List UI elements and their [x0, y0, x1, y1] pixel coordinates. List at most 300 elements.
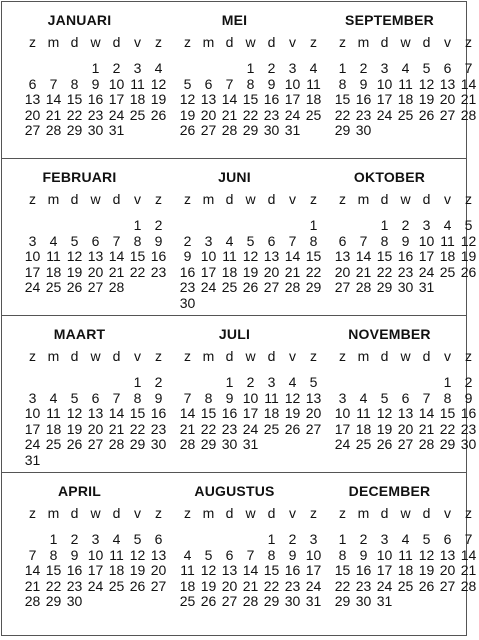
day-cell: 13: [263, 248, 280, 265]
day-cell: 21: [45, 106, 62, 123]
day-cell: 23: [263, 106, 280, 123]
day-cell: 8: [338, 546, 347, 563]
weekday-label: d: [380, 348, 389, 364]
day-cell: 30: [460, 436, 477, 453]
day-cell: 5: [70, 389, 79, 406]
day-cell: 19: [376, 420, 393, 437]
weekday-label: z: [184, 191, 191, 207]
day-cell: 21: [460, 91, 477, 108]
weekday-label: z: [184, 348, 191, 364]
day-cell: 21: [242, 577, 259, 594]
month-name: JANUARI: [47, 12, 112, 28]
day-cell: 31: [108, 122, 125, 139]
weekday-label: v: [134, 34, 141, 50]
day-cell: 1: [49, 531, 58, 547]
day-cell: 30: [263, 122, 280, 139]
day-cell: 5: [380, 389, 389, 406]
month-block: [2, 2, 167, 159]
day-cell: 19: [242, 263, 259, 280]
weekday-label: z: [184, 34, 191, 50]
day-cell: 17: [87, 562, 104, 579]
weekday-label: d: [267, 34, 276, 50]
weekday-label: w: [245, 191, 256, 207]
weekday-label: w: [90, 191, 101, 207]
day-cell: 8: [443, 389, 452, 406]
day-cell: 2: [359, 60, 368, 76]
day-cell: 31: [284, 122, 301, 139]
month-name: JULI: [218, 326, 251, 342]
day-cell: 9: [359, 75, 368, 92]
day-cell: 9: [154, 389, 163, 406]
day-cell: 12: [179, 91, 196, 108]
day-cell: 12: [66, 405, 83, 422]
day-cell: 15: [263, 562, 280, 579]
weekday-label: m: [47, 34, 60, 50]
day-cell: 22: [129, 420, 146, 437]
weekday-label: d: [225, 505, 234, 521]
day-cell: 15: [376, 248, 393, 265]
weekday-label: w: [400, 34, 411, 50]
day-cell: 18: [108, 562, 125, 579]
day-cell: 11: [440, 232, 455, 249]
day-cell: 19: [460, 248, 477, 265]
day-cell: 15: [334, 91, 351, 108]
day-cell: 2: [267, 60, 276, 76]
day-cell: 25: [397, 577, 414, 594]
weekday-label: z: [310, 348, 317, 364]
day-cell: 12: [284, 389, 301, 406]
day-cell: 18: [45, 263, 62, 280]
day-cell: 23: [355, 106, 372, 123]
day-cell: 6: [338, 232, 347, 249]
calendar-row: [2, 2, 477, 159]
day-cell: 15: [129, 405, 146, 422]
day-cell: 24: [305, 577, 322, 594]
weekday-label: z: [184, 505, 191, 521]
day-cell: 17: [376, 562, 393, 579]
day-cell: 25: [129, 106, 146, 123]
day-cell: 19: [129, 562, 146, 579]
day-cell: 24: [242, 420, 259, 437]
day-cell: 12: [418, 75, 435, 92]
day-cell: 5: [422, 531, 431, 547]
day-cell: 17: [376, 91, 393, 108]
day-cell: 6: [154, 531, 163, 547]
day-cell: 23: [150, 420, 167, 437]
day-cell: 16: [263, 91, 280, 108]
month-name: APRIL: [58, 483, 101, 499]
day-cell: 13: [305, 389, 322, 406]
day-cell: 16: [179, 263, 196, 280]
day-cell: 22: [66, 106, 83, 123]
day-cell: 7: [112, 232, 121, 249]
weekday-label: d: [112, 34, 121, 50]
day-cell: 27: [397, 436, 414, 453]
day-cell: 13: [221, 562, 238, 579]
day-cell: 17: [108, 91, 125, 108]
day-cell: 20: [87, 420, 104, 437]
day-cell: 16: [397, 248, 414, 265]
day-cell: 27: [24, 122, 41, 139]
day-cell: 1: [133, 217, 142, 233]
day-cell: 8: [49, 546, 58, 563]
day-cell: 21: [460, 562, 477, 579]
day-cell: 22: [200, 420, 217, 437]
day-cell: 11: [222, 248, 237, 265]
weekday-label: v: [444, 505, 451, 521]
day-cell: 5: [133, 531, 142, 547]
day-cell: 21: [24, 577, 41, 594]
day-cell: 16: [66, 562, 83, 579]
day-cell: 19: [418, 91, 435, 108]
day-cell: 16: [150, 405, 167, 422]
day-cell: 1: [309, 217, 318, 233]
day-cell: 8: [309, 232, 318, 249]
day-cell: 13: [397, 405, 414, 422]
day-cell: 7: [464, 60, 473, 76]
day-cell: 3: [28, 232, 37, 249]
weekday-label: w: [400, 191, 411, 207]
weekday-label: w: [90, 34, 101, 50]
weekday-label: d: [267, 191, 276, 207]
day-cell: 18: [439, 248, 456, 265]
day-cell: 20: [263, 263, 280, 280]
day-cell: 14: [460, 546, 477, 563]
weekday-label: z: [310, 191, 317, 207]
day-cell: 28: [355, 279, 372, 296]
day-cell: 25: [397, 106, 414, 123]
weekday-label: m: [202, 348, 215, 364]
day-cell: 3: [338, 389, 347, 406]
day-cell: 10: [87, 546, 104, 563]
day-cell: 26: [460, 263, 477, 280]
day-cell: 22: [129, 263, 146, 280]
weekday-label: d: [422, 34, 431, 50]
day-cell: 26: [418, 106, 435, 123]
day-cell: 7: [359, 232, 368, 249]
weekday-label: v: [289, 191, 296, 207]
day-cell: 18: [355, 420, 372, 437]
day-cell: 7: [49, 75, 58, 92]
day-cell: 23: [150, 263, 167, 280]
day-cell: 17: [24, 420, 41, 437]
day-cell: 27: [439, 106, 456, 123]
day-cell: 27: [87, 436, 104, 453]
day-cell: 11: [356, 405, 371, 422]
weekday-label: z: [465, 348, 472, 364]
day-cell: 6: [91, 389, 100, 406]
day-cell: 5: [246, 232, 255, 249]
day-cell: 31: [376, 593, 393, 610]
day-cell: 28: [284, 279, 301, 296]
day-cell: 10: [305, 546, 322, 563]
weekday-label: d: [112, 348, 121, 364]
day-cell: 25: [45, 436, 62, 453]
day-cell: 24: [284, 106, 301, 123]
weekday-label: z: [339, 34, 346, 50]
weekday-label: d: [225, 34, 234, 50]
day-cell: 14: [179, 405, 196, 422]
day-cell: 11: [46, 405, 61, 422]
day-cell: 11: [398, 546, 413, 563]
day-cell: 4: [183, 546, 192, 563]
day-cell: 17: [24, 263, 41, 280]
day-cell: 9: [225, 389, 234, 406]
weekday-label: d: [267, 348, 276, 364]
day-cell: 15: [129, 248, 146, 265]
day-cell: 10: [334, 405, 351, 422]
day-cell: 16: [87, 91, 104, 108]
month-name: AUGUSTUS: [194, 483, 275, 499]
day-cell: 23: [221, 420, 238, 437]
day-cell: 26: [66, 279, 83, 296]
day-cell: 23: [460, 420, 477, 437]
day-cell: 7: [112, 389, 121, 406]
day-cell: 28: [221, 122, 238, 139]
day-cell: 6: [225, 546, 234, 563]
weekday-label: v: [289, 34, 296, 50]
day-cell: 26: [376, 436, 393, 453]
weekday-label: d: [70, 348, 79, 364]
day-cell: 12: [150, 75, 167, 92]
day-cell: 6: [443, 60, 452, 76]
day-cell: 15: [305, 248, 322, 265]
day-cell: 23: [87, 106, 104, 123]
day-cell: 15: [66, 91, 83, 108]
day-cell: 10: [376, 546, 393, 563]
weekday-label: v: [444, 348, 451, 364]
day-cell: 12: [66, 248, 83, 265]
day-cell: 29: [45, 593, 62, 610]
day-cell: 11: [109, 546, 124, 563]
day-cell: 1: [443, 374, 452, 390]
day-cell: 26: [284, 420, 301, 437]
weekday-label: w: [90, 505, 101, 521]
day-cell: 7: [28, 546, 37, 563]
calendar-row: [2, 159, 477, 316]
day-cell: 30: [150, 436, 167, 453]
day-cell: 29: [129, 436, 146, 453]
weekday-label: z: [465, 34, 472, 50]
day-cell: 12: [460, 232, 477, 249]
day-cell: 8: [267, 546, 276, 563]
day-cell: 4: [359, 389, 368, 406]
weekday-label: z: [465, 505, 472, 521]
day-cell: 10: [376, 75, 393, 92]
month-name: SEPTEMBER: [345, 12, 434, 28]
weekday-label: z: [310, 505, 317, 521]
day-cell: 27: [439, 577, 456, 594]
day-cell: 24: [200, 279, 217, 296]
day-cell: 23: [284, 577, 301, 594]
day-cell: 26: [179, 122, 196, 139]
day-cell: 14: [24, 562, 41, 579]
day-cell: 22: [45, 577, 62, 594]
day-cell: 17: [284, 91, 301, 108]
day-cell: 3: [28, 389, 37, 406]
day-cell: 6: [28, 75, 37, 92]
weekday-label: m: [47, 348, 60, 364]
day-cell: 13: [200, 91, 217, 108]
day-cell: 13: [439, 75, 456, 92]
day-cell: 8: [133, 389, 142, 406]
day-cell: 14: [242, 562, 259, 579]
day-cell: 9: [464, 389, 473, 406]
day-cell: 16: [460, 405, 477, 422]
day-cell: 14: [221, 91, 238, 108]
day-cell: 27: [87, 279, 104, 296]
day-cell: 31: [242, 436, 259, 453]
day-cell: 11: [306, 75, 321, 92]
day-cell: 2: [70, 531, 79, 547]
day-cell: 29: [439, 436, 456, 453]
day-cell: 2: [246, 374, 255, 390]
day-cell: 29: [242, 122, 259, 139]
day-cell: 14: [418, 405, 435, 422]
day-cell: 4: [112, 531, 121, 547]
day-cell: 1: [246, 60, 255, 76]
weekday-label: v: [444, 191, 451, 207]
day-cell: 1: [338, 60, 347, 76]
month-block: [312, 473, 477, 630]
day-cell: 17: [334, 420, 351, 437]
calendar-row: [2, 316, 477, 473]
weekday-label: d: [70, 505, 79, 521]
day-cell: 7: [183, 389, 192, 406]
weekday-label: v: [444, 34, 451, 50]
day-cell: 17: [200, 263, 217, 280]
day-cell: 12: [376, 405, 393, 422]
weekday-label: v: [289, 348, 296, 364]
day-cell: 5: [204, 546, 213, 563]
day-cell: 20: [334, 263, 351, 280]
day-cell: 26: [150, 106, 167, 123]
weekday-label: z: [339, 348, 346, 364]
day-cell: 1: [133, 374, 142, 390]
day-cell: 7: [225, 75, 234, 92]
weekday-label: d: [70, 34, 79, 50]
day-cell: 8: [338, 75, 347, 92]
month-block: [157, 316, 322, 473]
day-cell: 20: [439, 562, 456, 579]
day-cell: 25: [439, 263, 456, 280]
day-cell: 21: [221, 106, 238, 123]
weekday-label: d: [422, 348, 431, 364]
day-cell: 22: [334, 106, 351, 123]
day-cell: 8: [380, 232, 389, 249]
day-cell: 4: [49, 389, 58, 406]
month-block: [312, 2, 477, 159]
year-calendar: [1, 1, 477, 636]
day-cell: 1: [225, 374, 234, 390]
day-cell: 2: [154, 217, 163, 233]
day-cell: 20: [150, 562, 167, 579]
day-cell: 27: [334, 279, 351, 296]
day-cell: 14: [460, 75, 477, 92]
weekday-label: d: [112, 505, 121, 521]
weekday-label: w: [245, 505, 256, 521]
month-name: JUNI: [218, 169, 251, 185]
day-cell: 3: [91, 531, 100, 547]
weekday-label: m: [202, 191, 215, 207]
day-cell: 26: [242, 279, 259, 296]
day-cell: 2: [183, 232, 192, 249]
day-cell: 2: [112, 60, 121, 76]
day-cell: 24: [418, 263, 435, 280]
weekday-label: v: [134, 348, 141, 364]
day-cell: 20: [200, 106, 217, 123]
weekday-label: w: [90, 348, 101, 364]
day-cell: 10: [24, 405, 41, 422]
day-cell: 5: [464, 217, 473, 233]
day-cell: 2: [154, 374, 163, 390]
weekday-label: z: [155, 348, 162, 364]
month-name: DECEMBER: [348, 483, 431, 499]
day-cell: 29: [376, 279, 393, 296]
weekday-label: z: [155, 34, 162, 50]
day-cell: 23: [179, 279, 196, 296]
day-cell: 21: [179, 420, 196, 437]
weekday-label: m: [357, 348, 370, 364]
weekday-label: d: [70, 191, 79, 207]
weekday-label: m: [202, 34, 215, 50]
weekday-label: d: [380, 191, 389, 207]
weekday-label: m: [202, 505, 215, 521]
day-cell: 31: [305, 593, 322, 610]
day-cell: 29: [305, 279, 322, 296]
day-cell: 27: [305, 420, 322, 437]
day-cell: 24: [108, 106, 125, 123]
day-cell: 12: [242, 248, 259, 265]
month-block: [312, 316, 477, 473]
day-cell: 10: [108, 75, 125, 92]
weekday-label: v: [289, 505, 296, 521]
day-cell: 22: [242, 106, 259, 123]
weekday-label: w: [245, 34, 256, 50]
day-cell: 26: [129, 577, 146, 594]
day-cell: 16: [221, 405, 238, 422]
month-block: [2, 159, 167, 316]
day-cell: 16: [355, 91, 372, 108]
month-name: MEI: [221, 12, 248, 28]
weekday-label: m: [47, 191, 60, 207]
day-cell: 17: [242, 405, 259, 422]
day-cell: 1: [91, 60, 100, 76]
day-cell: 3: [288, 60, 297, 76]
weekday-label: d: [380, 34, 389, 50]
day-cell: 22: [439, 420, 456, 437]
day-cell: 30: [397, 279, 414, 296]
weekday-label: m: [357, 191, 370, 207]
day-cell: 19: [200, 577, 217, 594]
day-cell: 16: [284, 562, 301, 579]
day-cell: 30: [221, 436, 238, 453]
day-cell: 13: [334, 248, 351, 265]
day-cell: 2: [359, 531, 368, 547]
day-cell: 21: [108, 263, 125, 280]
day-cell: 30: [87, 122, 104, 139]
weekday-label: d: [112, 191, 121, 207]
day-cell: 21: [284, 263, 301, 280]
day-cell: 15: [45, 562, 62, 579]
day-cell: 2: [288, 531, 297, 547]
day-cell: 4: [154, 60, 163, 76]
day-cell: 19: [179, 106, 196, 123]
day-cell: 19: [284, 405, 301, 422]
day-cell: 10: [284, 75, 301, 92]
day-cell: 22: [376, 263, 393, 280]
day-cell: 13: [439, 546, 456, 563]
